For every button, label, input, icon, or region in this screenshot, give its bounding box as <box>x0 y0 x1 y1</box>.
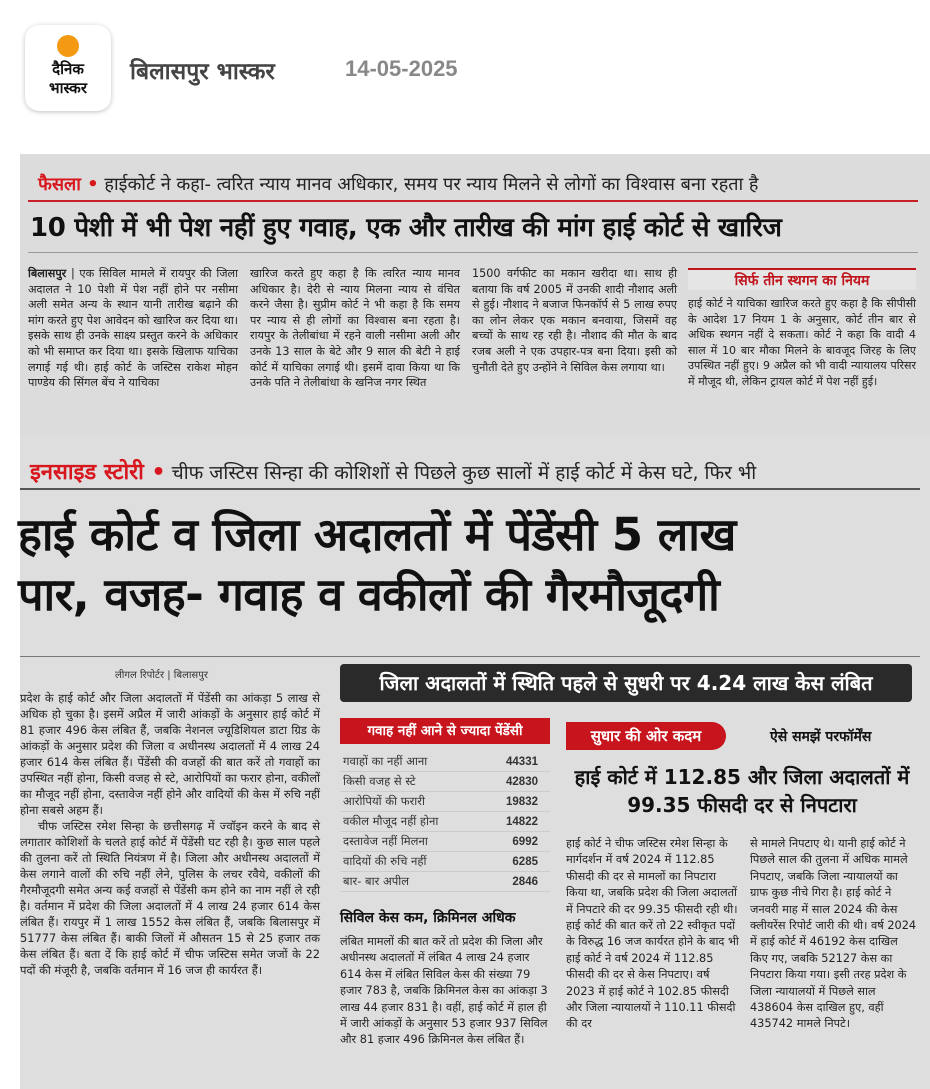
story1-col3: 1500 वर्गफीट का मकान खरीदा था। साथ ही बताया कि वर्ष 2005 में उनकी शादी नौशाद अली से हुई। नौशाद ने बजाज फिनकॉर्प से 5 लाख रुपए का लोन लेकर एक मकान बनवाया, जिसमें वह बच्चों के साथ रह रही है। नौशाद की मौत के बाद रजब अली ने एक उपहार-पत्र बना दिया। इसी को चुनौती देते हुए उन्होंने ने सिविल केस लगाया था। <box>472 267 677 374</box>
story1-col1-text: | एक सिविल मामले में रायपुर की जिला अदालत ने 10 पेशी में पेश नहीं होने पर नसीमा अली समेत अन्य के स्थान यानी तारीख बढ़ाने की मांग करते हुए पेश आवेदन को खारिज कर दिया था। इसके साथ ही उनके साक्ष्य प्रस्तुत करने के अधिकार को भी समाप्त कर दिया था। इसके खिलाफ याचिका लगाई गई थी। हाई कोर्ट के जस्टिस राकेश मोहन पाण्डेय की सिंगल बेंच ने याचिका <box>28 267 238 390</box>
civil-text: लंबित मामलों की बात करें तो प्रदेश की जिला और अधीनस्थ अदालतों में लंबित 4 लाख 24 हजार 614 केस में लंबित सिविल केस की संख्या 79 हजार 783 है, जबकि क्रिमिनल केस का आंकड़ा 3 लाख 44 हजार 831 है। वहीं, हाई कोर्ट में हाल ही में जारी आंकड़ों के अनुसार 53 हजार 937 सिविल और 81 हजार 496 क्रिमिनल केस लंबित हैं। <box>340 935 548 1047</box>
story2-para2: चीफ जस्टिस रमेश सिन्हा के छत्तीसगढ़ में ज्वॉइन करने के बाद से लगातार कोशिशों के चलते हाई कोर्ट में पेंडेंसी घट रही है। कुछ साल पहले की तुलना करें तो स्थिति नियंत्रण में है। जिला और अधीनस्थ अदालतों में केस लगाने वालों की रुचि नहीं लेने, पुलिस के लचर रवैये, वकीलों की गैरमौजूदगी समेत अन्य कई वजहों से पेंडेंसी कम होने का नाम नहीं ले रही है। वर्तमान में प्रदेश की जिला अदालतों में 4 लाख 24 हजार 614 केस लंबित हैं। रायपुर में 1 लाख 1552 केस लंबित हैं, जबकि बिलासपुर में 51777 केस लंबित हैं। बाकी जिलों में औसतन 15 से 25 हजार तक केस लंबित हैं। बता दें कि हाई कोर्ट में चीफ जस्टिस समेत जजों के 22 पदों की मंजूरी है, जबकि वर्तमान में 16 जज ही कार्यरत हैं। <box>20 819 320 977</box>
byline: लीगल रिपोर्टर | बिलासपुर <box>115 670 208 681</box>
dainik-bhaskar-logo[interactable] <box>25 25 111 111</box>
story1-col2: खारिज करते हुए कहा है कि त्वरित न्याय मानव अधिकार है। देरी से न्याय मिलना न्याय से वंचित करने जैसा है। सुप्रीम कोर्ट ने भी कहा है कि समय पर न्याय से ही लोगों का विश्वास बना रहता है। रायपुर के तेलीबांधा में रहने वाली नसीमा अली और उनके 13 साल के बेटे और 9 साल की बेटी ने हाई कोर्ट में याचिका लगाई थी। इसमें दावा किया था कि उनके पति ने तेलीबांधा के खनिज नगर स्थित <box>250 267 460 390</box>
row-label: बार- बार अपील <box>340 872 484 892</box>
story2-headline-line2: पार, वजह- गवाह व वकीलों की गैरमौजूदगी <box>18 568 720 621</box>
row-label: वकील मौजूद नहीं होना <box>340 812 484 832</box>
row-label: वादियों की रुचि नहीं <box>340 852 484 872</box>
story1-kicker-text: हाईकोर्ट ने कहा- त्वरित न्याय मानव अधिकार, समय पर न्याय मिलने से लोगों का विश्वास बना रहता है <box>104 174 759 195</box>
story1-col1 <box>28 266 238 391</box>
performance-col1: हाई कोर्ट ने चीफ जस्टिस रमेश सिन्हा के मार्गदर्शन में वर्ष 2024 में 112.85 फीसदी की दर से मामलों का निपटारा किया था, जबकि प्रदेश की जिला अदालतों में निपटारे की दर 99.35 फीसदी रही थी। हाई कोर्ट की बात करें तो 22 स्वीकृत पदों के विरुद्ध 16 जज कार्यरत होने के बाद भी हाई कोर्ट ने वर्ष 2024 में 112.85 फीसदी की दर से केस निपटाए। वर्ष 2023 में हाई कोर्ट ने 102.85 फीसदी और जिला न्यायालयों ने 110.11 फीसदी की दर <box>566 837 739 1031</box>
edition-date: 14-05-2025 <box>345 56 458 81</box>
divider <box>20 656 920 657</box>
table-row <box>340 772 550 792</box>
row-label: किसी वजह से स्टे <box>340 772 484 792</box>
table-row <box>340 812 550 832</box>
logo-line1: दैनिक <box>52 60 84 78</box>
divider <box>28 200 918 202</box>
story2-kicker <box>30 456 756 486</box>
dateline: बिलासपुर <box>28 267 67 280</box>
performance-headline: हाई कोर्ट में 112.85 और जिला अदालतों में 99.35 फीसदी दर से निपटारा <box>574 765 910 817</box>
step-tag: सुधार की ओर कदम <box>566 722 726 750</box>
publication-name[interactable]: बिलासपुर भास्कर <box>130 59 275 85</box>
row-label: आरोपियों की फरारी <box>340 792 484 812</box>
table-row <box>340 872 550 892</box>
table-row <box>340 832 550 852</box>
performance-col2: से मामले निपटाए थे। यानी हाई कोर्ट ने पिछले साल की तुलना में अधिक मामले निपटाए, जबकि जिला न्यायालयों का ग्राफ कुछ नीचे गिरा है। हाई कोर्ट ने जनवरी माह में साल 2024 की केस क्लीयरेंस रिपोर्ट जारी की थी। वर्ष 2024 में हाई कोर्ट में 46192 केस दाखिल किए गए, जबकि 52127 केस का निपटारा किया गया। इसी तरह प्रदेश के जिला न्यायालयों में पिछले साल 438604 केस दाखिल हुए, वहीं 435742 मामले निपटे। <box>750 837 917 1031</box>
performance-tag: ऐसे समझें परफॉर्मेंस <box>770 729 872 745</box>
story2-headline <box>18 505 736 625</box>
row-value: 2846 <box>484 872 551 892</box>
table-row <box>340 852 550 872</box>
story2-kicker-tag: इनसाइड स्टोरी • <box>30 460 166 485</box>
divider <box>20 488 920 490</box>
section-bar: जिला अदालतों में स्थिति पहले से सुधरी पर 4.24 लाख केस लंबित <box>340 664 912 702</box>
pendency-table <box>340 752 550 892</box>
row-value: 6992 <box>484 832 551 852</box>
story2-para1: प्रदेश के हाई कोर्ट और जिला अदालतों में पेंडेंसी का आंकड़ा 5 लाख से अधिक हो चुका है। इसमें अप्रैल में जारी आंकड़ों के अनुसार हाई कोर्ट में 81 हजार 496 केस लंबित हैं, जबकि नेशनल ज्यूडिशियल डाटा ग्रिड के आंकड़ों के अनुसार प्रदेश की जिला व अधीनस्थ अदालतों में 4 लाख 24 हजार 614 केस लंबित हैं। पेंडेंसी की वजहों की बात करें तो गवाहों का उपस्थित नहीं होना, किसी वजह से स्टे, आरोपियों का फरार होना, वकीलों का मौजूद नहीं होना, दस्तावेज नहीं होने और वादियों की केस में रुचि नहीं होना सबसे अहम हैं। <box>20 691 320 817</box>
logo-line2: भास्कर <box>49 79 87 97</box>
row-value: 19832 <box>484 792 551 812</box>
row-value: 6285 <box>484 852 551 872</box>
row-label: गवाहों का नहीं आना <box>340 752 484 772</box>
story1-headline: 10 पेशी में भी पेश नहीं हुए गवाह, एक और तारीख की मांग हाई कोर्ट से खारिज <box>30 213 782 243</box>
story2-kicker-text: चीफ जस्टिस सिन्हा की कोशिशों से पिछले कुछ सालों में हाई कोर्ट में केस घटे, फिर भी <box>171 462 757 484</box>
divider <box>28 252 918 253</box>
row-value: 42830 <box>484 772 551 792</box>
table-title: गवाह नहीं आने से ज्यादा पेंडेंसी <box>340 718 550 744</box>
story2-col1 <box>20 690 320 978</box>
sun-icon <box>57 35 79 57</box>
story2-headline-line1: हाई कोर्ट व जिला अदालतों में पेंडेंसी 5 लाख <box>18 508 736 561</box>
sidebar-text: हाई कोर्ट ने याचिका खारिज करते हुए कहा है कि सीपीसी के आदेश 17 नियम 1 के अनुसार, कोर्ट तीन बार से अधिक स्थगन नहीं दे सकता। कोर्ट ने कहा कि वादी 4 साल में 10 बार मौका मिलने के बावजूद जिरह के लिए उपस्थित नहीं हुए। 9 अप्रैल को भी वादी न्यायालय परिसर में मौजूद थी, लेकिन ट्रायल कोर्ट में पेश नहीं हुई। <box>688 297 916 388</box>
table-row <box>340 792 550 812</box>
story1-kicker <box>38 172 758 196</box>
table-row <box>340 752 550 772</box>
civil-subhead: सिविल केस कम, क्रिमिनल अधिक <box>340 910 516 926</box>
story1-kicker-tag: फैसला • <box>38 174 99 195</box>
sidebar-title: सिर्फ तीन स्थगन का नियम <box>688 268 916 290</box>
row-value: 44331 <box>484 752 551 772</box>
row-value: 14822 <box>484 812 551 832</box>
row-label: दस्तावेज नहीं मिलना <box>340 832 484 852</box>
